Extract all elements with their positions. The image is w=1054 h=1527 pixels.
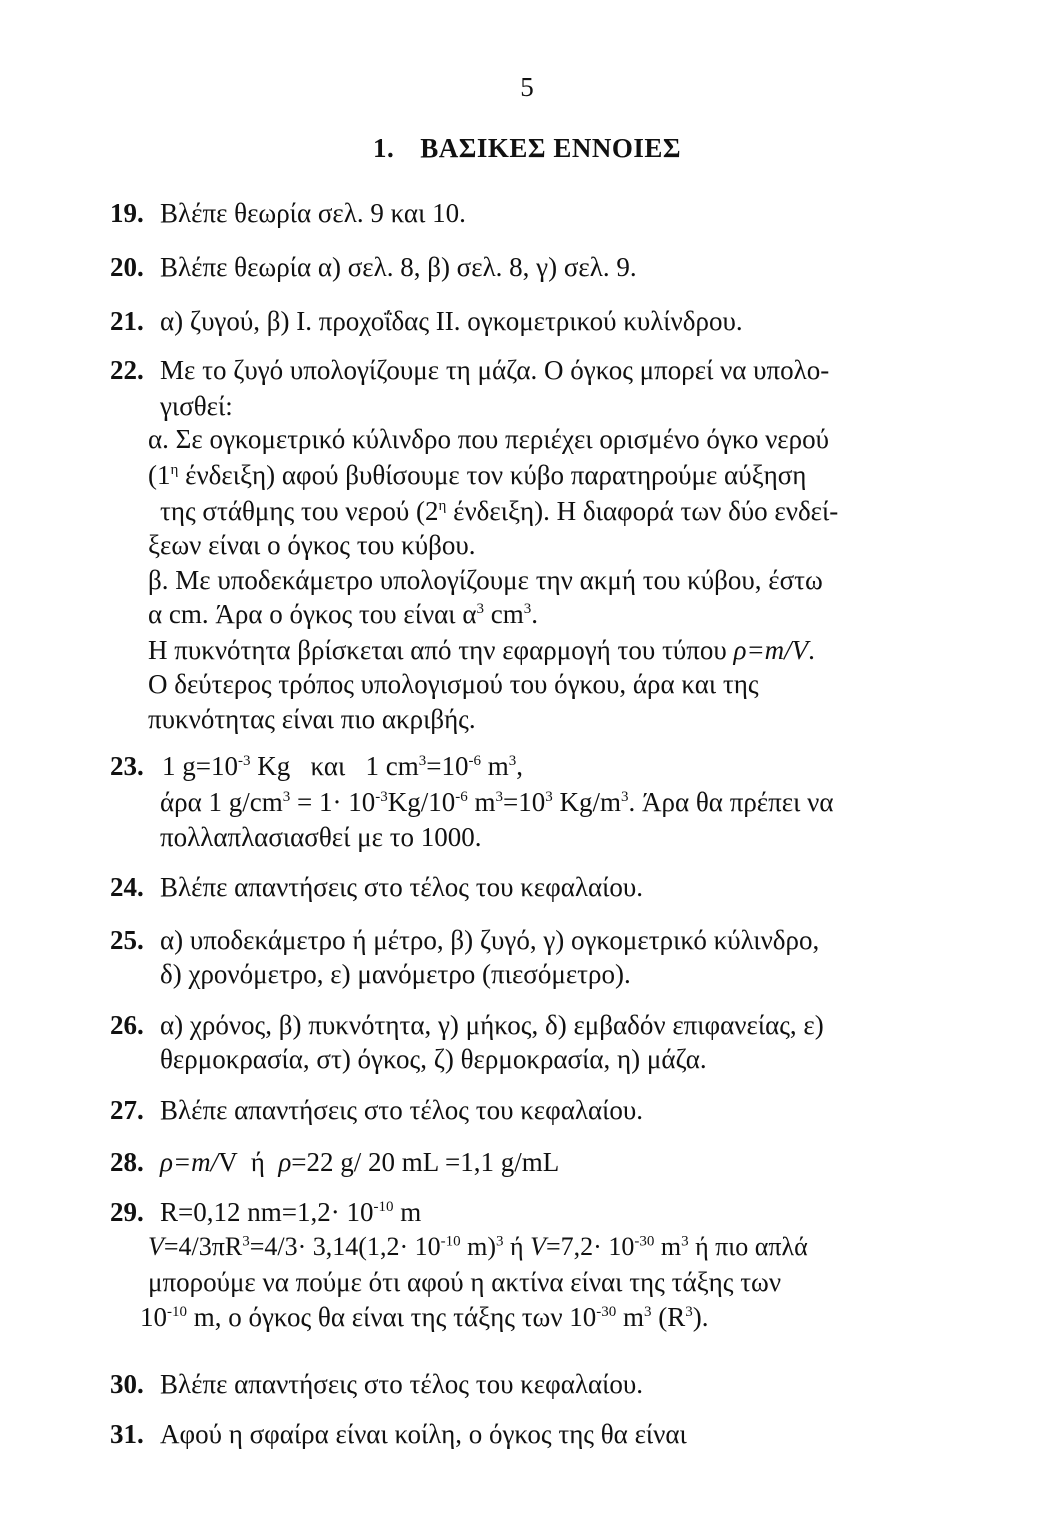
item-text: θερμοκρασία, στ) όγκος, ζ) θερμοκρασία, η) μάζα. xyxy=(160,1044,707,1074)
item-text: α. Σε ογκομετρικό κύλινδρο που περιέχει ορισμένο όγκο νερού xyxy=(148,424,829,454)
item-text: ξεων είναι ο όγκος του κύβου. xyxy=(148,530,476,560)
item-number: 31. xyxy=(110,1419,144,1449)
item-text: $10^{-10}$ m, ο όγκος θα είναι της τάξης των $10^{-30}$ $m^3$ $(R^3)$. xyxy=(140,1302,709,1332)
item-text: Βλέπε θεωρία α) σελ. 8, β) σελ. 8, γ) σελ. 9. xyxy=(160,252,637,282)
item-text: α) χρόνος, β) πυκνότητα, γ) μήκος, δ) εμβαδόν επιφανείας, ε) xyxy=(160,1010,824,1040)
density-formula: ρ=m/V xyxy=(733,635,809,665)
item-number: 28. xyxy=(110,1147,144,1177)
item-text: Βλέπε απαντήσεις στο τέλος του κεφαλαίου. xyxy=(160,872,643,902)
item-number: 23. xyxy=(110,751,144,781)
item-text: ρ=m/V ή ρ=22 g/ 20 mL =1,1 g/mL xyxy=(160,1147,560,1177)
item-text: Βλέπε απαντήσεις στο τέλος του κεφαλαίου. xyxy=(160,1369,643,1399)
item-text: πυκνότητας είναι πιο ακριβής. xyxy=(148,704,476,734)
chapter-title xyxy=(0,133,1054,164)
item-text: 1 $g=10^{-3}$ Kg και 1 $cm^3=10^{-6}$ $m^3$, xyxy=(162,751,523,781)
page-number: 5 xyxy=(520,72,534,102)
item-number: 21. xyxy=(110,306,144,336)
item-text: γισθεί: xyxy=(160,391,233,421)
item-text: άρα 1 $g/cm^3 = 1\cdot 10^{-3}Kg/10^{-6}$ $m^3=10^3$ $Kg/m^3$. Άρα θα πρέπει να xyxy=(160,787,834,817)
item-text: Βλέπε απαντήσεις στο τέλος του κεφαλαίου. xyxy=(160,1095,643,1125)
item-text: α cm. Άρα ο όγκος του είναι $\alpha^3$ $cm^3$. xyxy=(148,599,538,629)
item-number: 26. xyxy=(110,1010,144,1040)
item-number: 22. xyxy=(110,355,144,385)
item-text: Με το ζυγό υπολογίζουμε τη μάζα. Ο όγκος μπορεί να υπολο- xyxy=(160,355,830,385)
item-number: 25. xyxy=(110,925,144,955)
item-text: $V=4/3\pi R^3=4/3\cdot 3,14(1,2\cdot 10^{-10}$ m)$^3$ ή $V=7,2\cdot 10^{-30}$ $m^3$ ή πιο απλά xyxy=(148,1232,808,1261)
item-text: Ο δεύτερος τρόπος υπολογισμού του όγκου, άρα και της xyxy=(148,669,759,699)
item-text: της στάθμης του νερού ($2^\eta$ ένδειξη). Η διαφορά των δύο ενδεί- xyxy=(160,496,839,526)
item-number: 30. xyxy=(110,1369,144,1399)
item-number: 29. xyxy=(110,1197,144,1227)
item-text: δ) χρονόμετρο, ε) μανόμετρο (πιεσόμετρο). xyxy=(160,959,631,989)
item-text: R=0,12 $nm=1,2\cdot 10^{-10}$ m xyxy=(160,1197,422,1227)
item-number: 20. xyxy=(110,252,144,282)
item-text: β. Με υποδεκάμετρο υπολογίζουμε την ακμή του κύβου, έστω xyxy=(148,565,823,595)
item-text: Βλέπε θεωρία σελ. 9 και 10. xyxy=(160,198,466,228)
item-text: μπορούμε να πούμε ότι αφού η ακτίνα είναι της τάξης των xyxy=(148,1267,782,1297)
item-text: Η πυκνότητα βρίσκεται από την εφαρμογή του τύπου ρ=m/V. xyxy=(148,635,815,665)
chapter-number: 1. xyxy=(372,133,395,163)
item-text: ($1^\eta$ ένδειξη) αφού βυθίσουμε τον κύβο παρατηρούμε αύξηση xyxy=(148,460,807,490)
item-text: πολλαπλασιασθεί με το 1000. xyxy=(160,822,482,852)
item-number: 19. xyxy=(110,198,144,228)
item-number: 24. xyxy=(110,872,144,902)
item-number: 27. xyxy=(110,1095,144,1125)
item-text: Αφού η σφαίρα είναι κοίλη, ο όγκος της θα είναι xyxy=(160,1419,687,1449)
item-text: α) υποδεκάμετρο ή μέτρο, β) ζυγό, γ) ογκομετρικό κύλινδρο, xyxy=(160,925,820,955)
item-text: α) ζυγού, β) Ι. προχοΐδας ΙΙ. ογκομετρικού κυλίνδρου. xyxy=(160,306,743,336)
chapter-name: ΒΑΣΙΚΕΣ ΕΝΝΟΙΕΣ xyxy=(420,133,681,163)
